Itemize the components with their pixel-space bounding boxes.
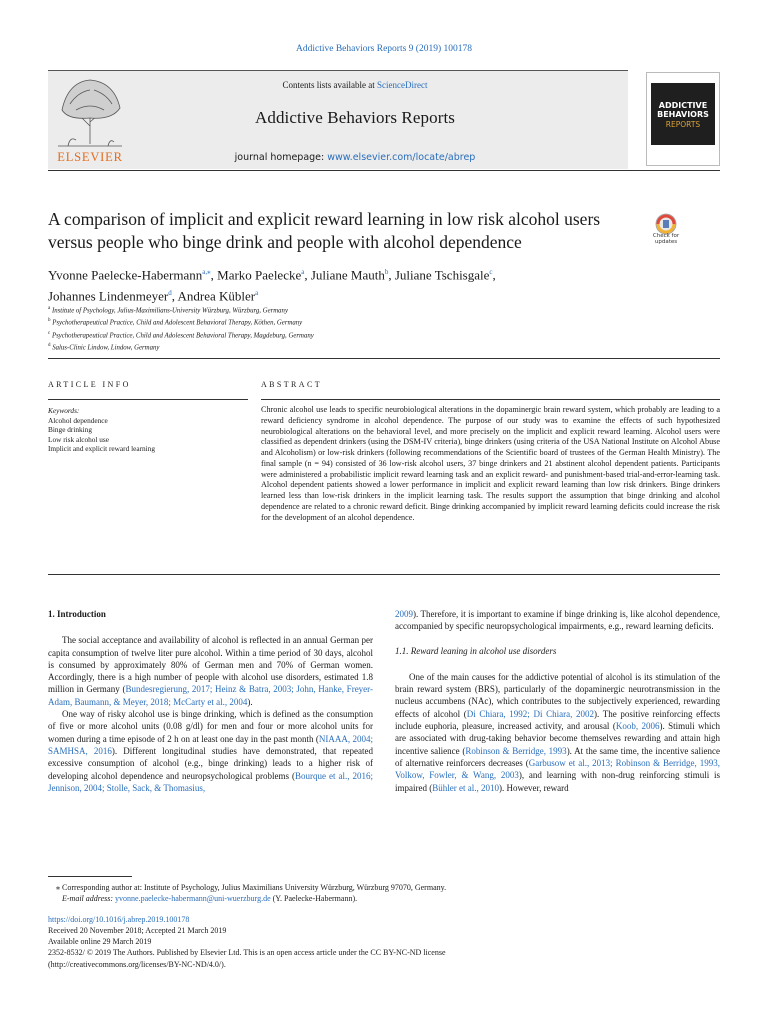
citation-link[interactable]: 2009 [395,609,413,619]
check-label-line2: updates [654,239,678,245]
author-list [48,263,648,306]
email-suffix: (Y. Paelecke-Habermann). [270,894,358,904]
journal-homepage-link[interactable]: www.elsevier.com/locate/abrep [327,152,476,163]
article-info-heading: ARTICLE INFO [48,380,131,389]
author-affiliation-link[interactable]: a,⁎ [202,268,211,276]
body-left-column [48,608,373,794]
body-paragraph [395,608,720,633]
author-affiliation-link[interactable]: c [489,268,493,276]
subsection-heading: 1.1. Reward leaning in alcohol use disorders [395,645,557,656]
citation-link[interactable]: Robinson & Berridge, 1993 [465,745,567,756]
body-paragraph [48,708,373,794]
paragraph-text: ). Therefore, it is important to examine if binge drinking is, like alcohol dependence, accompanied by specific neuropsychological impairments, e.g., reward learning deficits. [395,609,720,632]
paragraph-text: The social acceptance and availability of alcohol is reflected in an annual German per capita consumption of twelve liter pure alcohol. Within a time period of 30 days, alcohol is consumed by approximately 80% of German men and 70% of German women. Accordingly, there is a high number of people with alcohol use disorders, estimated 1.8 million in Germany ( [48,635,373,695]
email-link[interactable]: yvonne.paelecke-habermann@uni-wuerzburg.de [115,894,271,904]
received-dates: Received 20 November 2018; Accepted 21 March 2019 [48,925,227,935]
citation-link[interactable]: Bundesregierung, 2017; Heinz & Batra, 2003; John, Hanke, Freyer-Adam, Baumann, & Meyer, 2018; McCarty et al., 2004 [48,684,373,707]
affiliation-item [48,304,648,316]
author-affiliation-link[interactable]: a [255,289,259,298]
citation-link[interactable]: Bourque et al., 2016; Jennison, 2004; Stolle, Sack, & Thomasius, [48,770,373,793]
keywords-block [48,406,253,454]
footnote-divider [48,876,132,877]
affiliation-text: Institute of Psychology, Julius-Maximilians-University Würzburg, Würzburg, Germany [51,307,288,315]
header-divider [48,170,720,171]
available-online: Available online 29 March 2019 [48,937,152,947]
citation-link[interactable]: Koob, 2006 [615,721,660,732]
email-label: E-mail address: [62,894,116,904]
citation-link[interactable]: Di Chiara, 1992; Di Chiara, 2002 [466,708,595,719]
abstract-text: Chronic alcohol use leads to specific neurobiological alterations in the dopaminergic brain reward system, which probably are leading to a reward deficiency syndrome in alcohol dependence. The purpose of our study was to examine the effects of such hypothesized neurobiological alterations on the behavioral level, and more precisely on the implicit and explicit reward learning. Alcohol users were classified as dependent drinkers (using the DSM-IV criteria), binge drinkers (using criteria of the USA National Institute on Alcohol Abuse and Alcoholism) or low-risk drinkers (following recommendations of the Scientific board of trustees of the German Health Ministry). The final sample (n = 94) consisted of 36 low-risk alcohol users, 37 binge drinkers and 21 abstinent alcohol dependent patients. Participants were administered a probabilistic implicit reward learning task and an explicit reward- and punishment-based trial-and-error-learning task. Alcohol dependent patients showed a lower performance in implicit and explicit reward learning than low risk drinkers. Binge drinkers learned less than low-risk drinkers in the implicit learning task. The results support the assumption that binge drinking and alcohol dependence are related to a chronic reward deficit. Binge drinking accompanied by implicit reward learning deficits could increase the risk for the development of an alcohol dependence. [261,405,720,522]
corresponding-author-note: ⁎ Corresponding author at: Institute of Psychology, Julius Maximilians University Würzburg, Würzburg 97070, Germany. [56,883,447,892]
article-title: A comparison of implicit and explicit reward learning in low risk alcohol users versus people who binge drink and people with alcohol dependence [48,209,601,252]
body-right-column [395,608,720,794]
citation-link[interactable]: Bühler et al., 2010 [432,782,499,793]
cover-line-1: ADDICTIVE [658,101,708,110]
paragraph-text: One of the main causes for the addictive potential of alcohol is its stimulation of the brain reward system (BRS), particularly of the dopaminergic neurotransmission in the nucleus accumbens (NAc), which contributes to the subjectively experienced, rewarding effects of alcohol ( [395,671,720,719]
sciencedirect-link[interactable]: ScienceDirect [377,80,428,90]
journal-title: Addictive Behaviors Reports [254,108,456,127]
paragraph-text: ). Stimuli which are associated with drug-taking behavior become themselves rewarding and attain high incentive salience ( [395,721,721,756]
affiliation-list [48,304,648,353]
author-affiliation-link[interactable]: d [168,289,172,298]
affiliation-key: a [48,306,51,311]
author-separator: , [304,267,311,283]
author-name: Juliane Tschisgale [394,267,490,283]
author-name: Marko Paelecke [217,267,302,283]
paragraph-text: ). However, reward [499,782,569,793]
keyword-item: Low risk alcohol use [48,434,109,444]
affiliation-key: c [48,330,51,336]
check-for-updates-label[interactable] [644,233,688,245]
section-heading-introduction: 1. Introduction [48,609,106,619]
journal-homepage-line [140,152,570,163]
paragraph-text: ). At the same time, the incentive salience of alternative reinforcers decreases ( [395,745,720,768]
keyword-item: Implicit and explicit reward learning [48,444,155,453]
check-label-line1: Check for [652,233,680,239]
body-paragraph [48,634,373,708]
doi-link[interactable]: https://doi.org/10.1016/j.abrep.2019.100178 [48,914,190,924]
paragraph-text: One way of risky alcohol use is binge drinking, which is defined as the consumption of five or more alcohol units (0.08 g/dl) for men and four or more alcohol units for women during a time episode of 2 h on at least one day in the past month ( [48,709,373,744]
license-line-2: (http://creativecommons.org/licenses/BY-NC-ND/4.0/). [48,959,226,969]
paragraph-text: ), and learning with non-drug reinforcing stimuli is impaired ( [395,770,721,793]
elsevier-wordmark: ELSEVIER [57,150,123,164]
citation-link[interactable]: NIAAA, 2004; SAMHSA, 2016 [48,733,373,756]
cover-line-2: BEHAVIORS [657,110,709,119]
affiliation-key: d [48,342,51,348]
contents-prefix: Contents lists available at [282,80,377,90]
affiliation-text: Psychotherapeutical Practice, Child and Adolescent Behavioral Therapy, Köthen, Germany [52,319,303,327]
affiliation-text: Psychotherapeutical Practice, Child and Adolescent Behavioral Therapy, Magdeburg, Germany [51,331,314,339]
abstract-heading: ABSTRACT [261,380,322,389]
abstract-bottom-divider [48,574,720,575]
author-name: Johannes Lindenmeyer [48,288,169,304]
keywords-label: Keywords: [48,406,80,415]
cover-line-3: REPORTS [665,120,701,129]
author-separator: , [210,267,218,283]
author-name: Yvonne Paelecke-Habermann [48,267,203,283]
author-name: Andrea Kübler [177,288,256,304]
footnotes-block [48,882,720,970]
author-name: Juliane Mauth [310,267,385,283]
homepage-prefix: journal homepage: [234,152,328,163]
abstract-divider [261,399,720,400]
affiliation-key: b [48,318,51,324]
author-separator: , [492,267,496,283]
journal-citation-link[interactable]: Addictive Behaviors Reports 9 (2019) 100178 [296,44,472,54]
keyword-item: Alcohol dependence [48,415,108,425]
paragraph-text: ). The positive reinforcing effects include euphoria, pleasure, increased activity, and arousal ( [395,708,720,732]
journal-cover-art [651,83,715,145]
author-affiliation-link[interactable]: a [301,268,305,276]
author-separator: , [171,288,178,304]
contents-available-line [140,80,570,90]
affiliation-item [48,341,648,353]
author-separator: , [388,267,395,283]
author-affiliation-link[interactable]: b [384,268,389,276]
citation-link[interactable]: Garbusow et al., 2013; Robinson & Berridge, 1993, Volkow, Fowler, & Wang, 2003 [395,757,720,781]
paragraph-text: ). Different longitudinal studies have demonstrated, that repeated excessive consumption of alcohol (e.g., binge drinking) leads to a higher risk of developing alcohol dependence and neuropsychological problems ( [48,745,373,781]
body-paragraph [395,671,720,794]
license-line-1: 2352-8532/ © 2019 The Authors. Published by Elsevier Ltd. This is an open access article under the CC BY-NC-ND license [48,948,446,958]
keyword-item: Binge drinking [48,425,92,434]
paragraph-text: ). [247,696,253,707]
affiliations-divider [48,358,720,359]
email-line [48,893,720,904]
affiliation-item [48,316,648,328]
journal-cover-thumbnail [646,72,720,166]
affiliation-item [48,329,648,341]
affiliation-text: Salus-Clinic Lindow, Lindow, Germany [52,344,160,352]
article-info-divider [48,399,248,400]
